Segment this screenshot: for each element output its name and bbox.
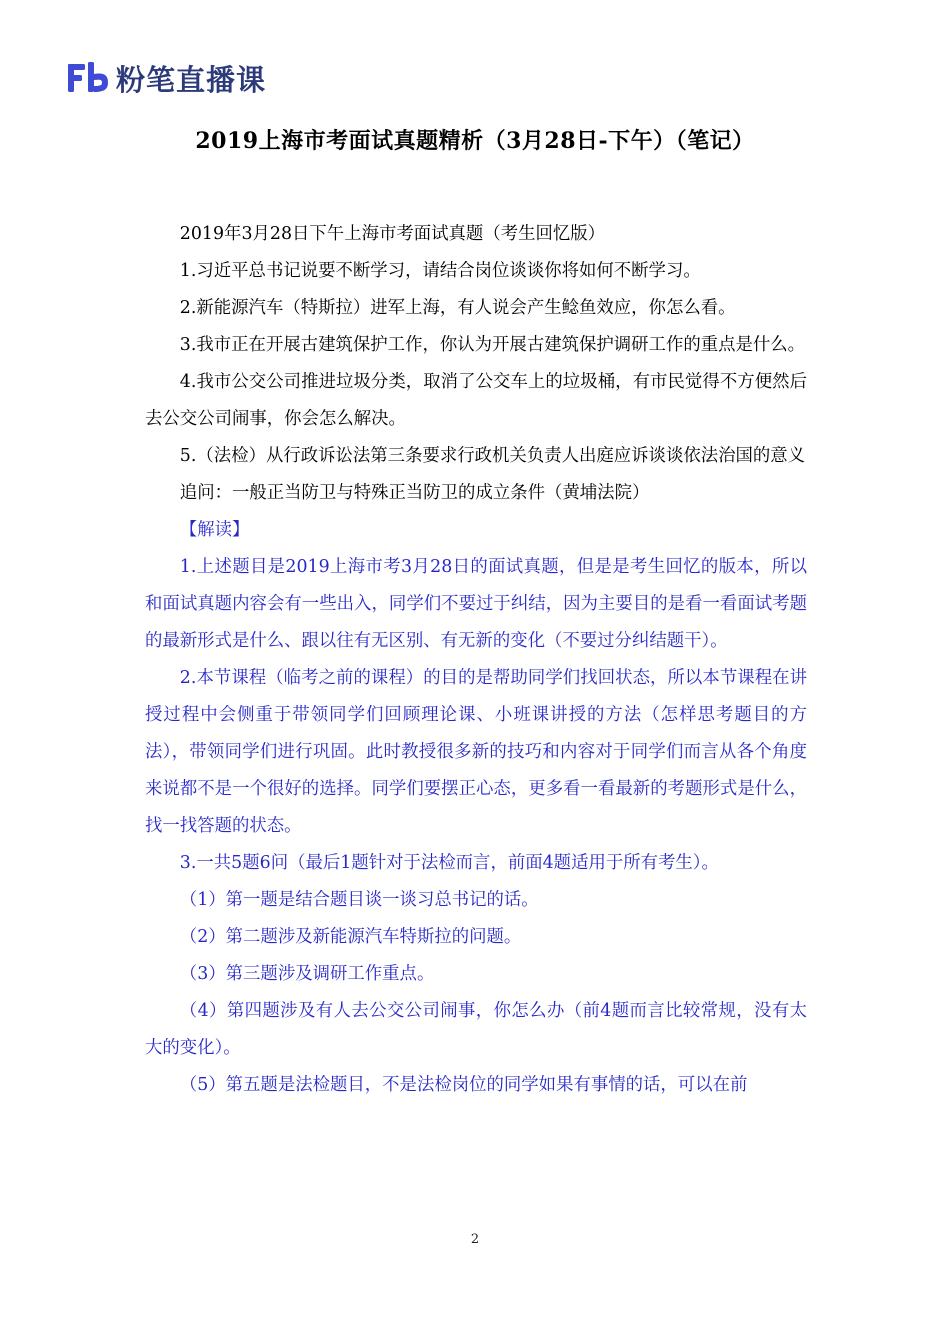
questions-heading: 2019年3月28日下午上海市考面试真题（考生回忆版） (179, 224, 606, 244)
brand-name: 粉笔直播课 (116, 62, 267, 97)
document-title: 2019上海市考面试真题精析（3月28日-下午）（笔记） (195, 128, 755, 154)
question-3: 3.我市正在开展古建筑保护工作，你认为开展古建筑保护调研工作的重点是什么。 (179, 335, 806, 355)
question-1: 1.习近平总书记说要不断学习，请结合岗位谈谈你将如何不断学习。 (179, 261, 701, 281)
question-2: 2.新能源汽车（特斯拉）进军上海，有人说会产生鲶鱼效应，你怎么看。 (179, 298, 736, 318)
brand-logo (66, 58, 266, 98)
analysis-paragraph: 1.上述题目是2019上海市考3月28日的面试真题，但是是考生回忆的版本，所以和面试真题内容会有一些出入，同学们不要过于纠结，因为主要目的是看一看面试考题的最新形式是什么、跟以往有无区别、有无新的变化（不要过分纠结题干）。 (145, 557, 807, 651)
analysis-paragraph: 2.本节课程（临考之前的课程）的目的是帮助同学们找回状态，所以本节课程在讲授过程中会侧重于带领同学们回顾理论课、小班课讲授的方法（怎样思考题目的方法），带领同学们进行巩固。此时教授很多新的技巧和内容对于同学们而言从各个角度来说都不是一个很好的选择。同学们要摆正心态，更多看一看最新的考题形式是什么，找一找答题的状态。 (145, 668, 807, 836)
question-5: 5.（法检）从行政诉讼法第三条要求行政机关负责人出庭应诉谈谈依法治国的意义 (179, 446, 806, 466)
analysis-heading: 【解读】 (179, 520, 250, 540)
analysis-paragraph: （2）第二题涉及新能源汽车特斯拉的问题。 (179, 927, 522, 947)
page-number: 2 (470, 1232, 480, 1247)
analysis-paragraph: （5）第五题是法检题目，不是法检岗位的同学如果有事情的话，可以在前 (179, 1075, 748, 1095)
analysis-paragraph: （3）第三题涉及调研工作重点。 (179, 964, 435, 984)
follow-up-question: 追问：一般正当防卫与特殊正当防卫的成立条件（黄埔法院） (179, 483, 650, 503)
fb-logo-icon (66, 61, 110, 95)
analysis-paragraph: （1）第一题是结合题目谈一谈习总书记的话。 (179, 890, 539, 910)
document-body (145, 216, 807, 1104)
question-4: 4.我市公交公司推进垃圾分类，取消了公交车上的垃圾桶，有市民觉得不方便然后去公交公司闹事，你会怎么解决。 (145, 372, 807, 429)
analysis-paragraph: （4）第四题涉及有人去公交公司闹事，你怎么办（前4题而言比较常规，没有太大的变化）。 (145, 1001, 807, 1058)
analysis-paragraph: 3.一共5题6问（最后1题针对于法检而言，前面4题适用于所有考生）。 (179, 853, 719, 873)
